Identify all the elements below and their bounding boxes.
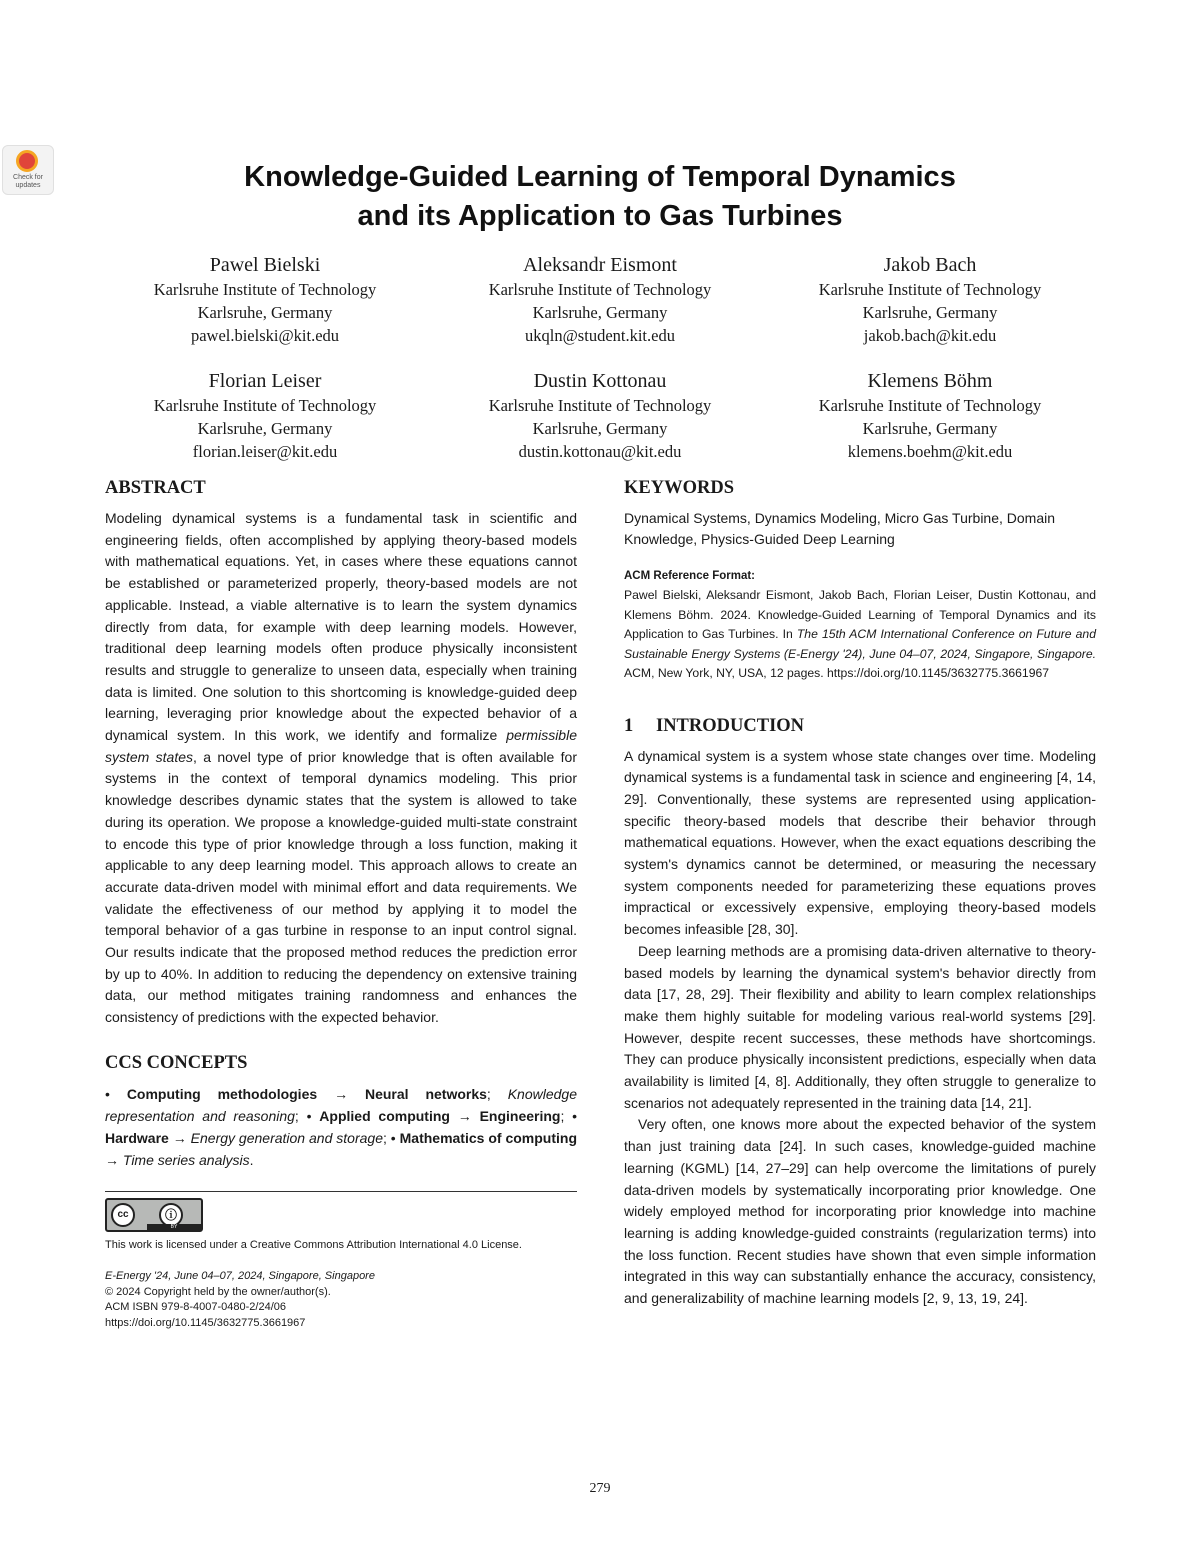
- author-affiliation: Karlsruhe Institute of Technology: [818, 280, 1042, 299]
- author-email[interactable]: pawel.bielski@kit.edu: [190, 326, 340, 345]
- ccs-concept: Energy generation and storage: [190, 1129, 383, 1146]
- keywords-text: Dynamical Systems, Dynamics Modeling, Micro Gas Turbine, Domain Knowledge, Physics-Guided Deep Learning: [624, 510, 1056, 547]
- attribution-person-icon: ⓘ: [159, 1203, 183, 1227]
- ccs-arrow: →: [457, 1107, 472, 1124]
- venue-line: E-Energy '24, June 04–07, 2024, Singapore, Singapore: [105, 1270, 375, 1283]
- author-name: Aleksandr Eismont: [523, 254, 677, 276]
- copyright-line: © 2024 Copyright held by the owner/author(s).: [105, 1285, 331, 1298]
- author-name: Dustin Kottonau: [533, 370, 667, 392]
- author-location: Karlsruhe, Germany: [197, 303, 333, 322]
- acm-reference-text: [624, 586, 1096, 684]
- page-number: 279: [589, 1481, 611, 1496]
- author-affiliation: Karlsruhe Institute of Technology: [488, 280, 712, 299]
- title-line-2: and its Application to Gas Turbines: [357, 200, 843, 232]
- author-name: Klemens Böhm: [867, 370, 993, 392]
- introduction-heading: [624, 714, 1096, 738]
- author-card: [435, 252, 765, 347]
- intro-paragraph: Deep learning methods are a promising data-driven alternative to theory-based models by learning the dynamical system's behavior directly from data [17, 28, 29]. Their flexibility and ability to learn complex relationships make them highly suitable for modeling various real-world systems [29]. However, despite recent successes, these methods have shortcomings. They can produce physically inconsistent predictions, especially when data availability is limited [4, 8]. Additionally, they often struggle to generalize to scenarios not adequately represented in the training data [14, 21].: [624, 942, 1096, 1111]
- ccs-concept: Computing methodologies: [126, 1085, 318, 1102]
- license-text: This work is licensed under a Creative Commons Attribution International 4.0 License.: [105, 1238, 522, 1251]
- author-card: [435, 368, 765, 463]
- ccs-concept: Time series analysis: [122, 1151, 250, 1168]
- intro-paragraph: A dynamical system is a system whose state changes over time. Modeling dynamical systems is a fundamental task in science and engineering [4, 14, 29]. Conventionally, these systems are represented using application-specific theory-based models that describe their behavior through mathematical equations. However, when the exact equations describing the system's dynamics cannot be determined, or measuring the necessary system components needed for parameterizing these equations proves impractical or excessively expensive, employing theory-based models becomes infeasible [28, 30].: [624, 747, 1096, 938]
- author-card: [765, 252, 1095, 347]
- author-affiliation: Karlsruhe Institute of Technology: [488, 396, 712, 415]
- author-location: Karlsruhe, Germany: [197, 419, 333, 438]
- author-email[interactable]: klemens.boehm@kit.edu: [847, 442, 1013, 461]
- ccs-concept: Neural networks: [364, 1085, 487, 1102]
- badge-text: Check for updates: [13, 174, 43, 189]
- ccs-concept: Mathematics of computing: [399, 1129, 578, 1146]
- author-affiliation: Karlsruhe Institute of Technology: [153, 280, 377, 299]
- ccs-heading: CCS CONCEPTS: [105, 1052, 248, 1073]
- reference-text-part: ACM, New York, NY, USA, 12 pages. https://doi.org/10.1145/3632775.3661967: [624, 666, 1050, 680]
- ccs-bullet: •: [572, 1107, 578, 1124]
- acm-reference-heading: ACM Reference Format:: [624, 570, 755, 582]
- author-location: Karlsruhe, Germany: [862, 303, 998, 322]
- check-for-updates-icon: [16, 150, 38, 172]
- author-affiliation: Karlsruhe Institute of Technology: [818, 396, 1042, 415]
- ccs-bullet: •: [105, 1085, 110, 1102]
- author-name: Florian Leiser: [208, 370, 322, 392]
- ccs-arrow: →: [105, 1151, 119, 1168]
- isbn-line: ACM ISBN 979-8-4007-0480-2/24/06: [105, 1301, 286, 1314]
- author-affiliation: Karlsruhe Institute of Technology: [153, 396, 377, 415]
- keywords-heading: KEYWORDS: [624, 478, 734, 498]
- title-line-1: Knowledge-Guided Learning of Temporal Dynamics: [244, 161, 956, 193]
- ccs-concept: Hardware: [105, 1129, 169, 1146]
- right-column: [624, 476, 1096, 1310]
- ccs-concepts: • Computing methodologies → Neural networks; Knowledge representation and reasoning; • Applied computing → Engineering; • Hardware → Energy generation and storage; • Mathematics of computing → Time series analysis.: [105, 1085, 578, 1168]
- section-number: 1: [624, 715, 634, 736]
- ccs-bullet: •: [306, 1107, 312, 1124]
- abstract-text-part: Modeling dynamical systems is a fundamental task in scientific and engineering fields, often accomplished by applying theory-based models with mathematical equations. Yet, in cases where these equations cannot be established or parameterized properly, theory-based models are not applicable. Instead, a viable alternative is to learn the system dynamics directly from data, for example with deep learning models. However, traditional deep learning models often produce physically inconsistent results and struggle to generalize to unseen data, especially when training data is limited. One solution to this shortcoming is knowledge-guided deep learning, leveraging prior knowledge about the expected behavior of a dynamical system. In this work, we identify and formalize: [105, 510, 577, 744]
- by-label: BY: [147, 1224, 201, 1230]
- paper-title: [100, 158, 1100, 236]
- author-email[interactable]: florian.leiser@kit.edu: [192, 442, 338, 461]
- author-location: Karlsruhe, Germany: [532, 303, 668, 322]
- cc-by-license-icon[interactable]: [105, 1198, 203, 1232]
- author-location: Karlsruhe, Germany: [862, 419, 998, 438]
- abstract-heading: ABSTRACT: [105, 478, 206, 498]
- ccs-concept: Engineering: [479, 1107, 561, 1124]
- abstract-text: [105, 508, 577, 1029]
- reference-venue: The 15th ACM International Conference on Future and Sustainable Energy Systems (E-Energy '24), June 04–07, 2024, Singapore, Singapore.: [624, 627, 1096, 661]
- ccs-arrow: →: [172, 1129, 187, 1146]
- author-location: Karlsruhe, Germany: [532, 419, 668, 438]
- cc-icon: cc: [111, 1203, 135, 1227]
- author-card: [100, 368, 430, 463]
- author-email[interactable]: dustin.kottonau@kit.edu: [518, 442, 682, 461]
- author-email[interactable]: jakob.bach@kit.edu: [863, 326, 997, 345]
- abstract-emphasis: permissible system states: [105, 727, 577, 765]
- ccs-concept: Knowledge representation and reasoning: [105, 1085, 577, 1124]
- check-for-updates-badge[interactable]: [2, 145, 54, 195]
- author-name: Pawel Bielski: [209, 254, 321, 276]
- author-email[interactable]: ukqln@student.kit.edu: [525, 326, 675, 345]
- section-title: INTRODUCTION: [656, 715, 805, 736]
- ccs-arrow: →: [334, 1085, 349, 1102]
- author-card: [765, 368, 1095, 463]
- ccs-bullet: •: [390, 1129, 396, 1146]
- left-column: [105, 476, 577, 1331]
- venue-info: [105, 1269, 577, 1331]
- abstract-text-part: , a novel type of prior knowledge that is often available for systems in the context of temporal dynamics modeling. This prior knowledge describes dynamic states that the system is allowed to take during its operation. We propose a knowledge-guided multi-state constraint to encode this type of prior knowledge through a loss function, making it applicable to any deep learning model. This approach allows to create an accurate data-driven model with minimal effort and data requirements. We validate the effectiveness of our method by applying it to model the temporal behavior of a gas turbine in response to an input control signal. Our results indicate that the proposed method reduces the prediction error by up to 40%. In addition to reducing the dependency on extensive training data, our method mitigates training randomness and enhances the consistency of predictions with the expected behavior.: [105, 748, 577, 1026]
- reference-text-part: Pawel Bielski, Aleksandr Eismont, Jakob Bach, Florian Leiser, Dustin Kottonau, and Klemens Böhm. 2024. Knowledge-Guided Learning of Temporal Dynamics and its Application to Gas Turbines. In: [624, 588, 1096, 641]
- ccs-concept: Applied computing: [319, 1107, 450, 1124]
- intro-paragraph: Very often, one knows more about the expected behavior of the system than just training data [24]. In such cases, knowledge-guided machine learning (KGML) [14, 27–29] can help overcome the limitations of purely data-driven models by systematically incorporating prior knowledge. One widely employed method for incorporating prior knowledge into machine learning is adding knowledge-guided constraints (regularization terms) into the loss function. Recent studies have shown that even simple information integrated in this way can substantially enhance the accuracy, consistency, and generalizability of machine learning models [2, 9, 13, 19, 24].: [624, 1116, 1096, 1307]
- doi-link[interactable]: https://doi.org/10.1145/3632775.3661967: [105, 1316, 306, 1329]
- footnote-divider: [105, 1191, 577, 1192]
- author-card: [100, 252, 430, 347]
- author-name: Jakob Bach: [883, 254, 977, 276]
